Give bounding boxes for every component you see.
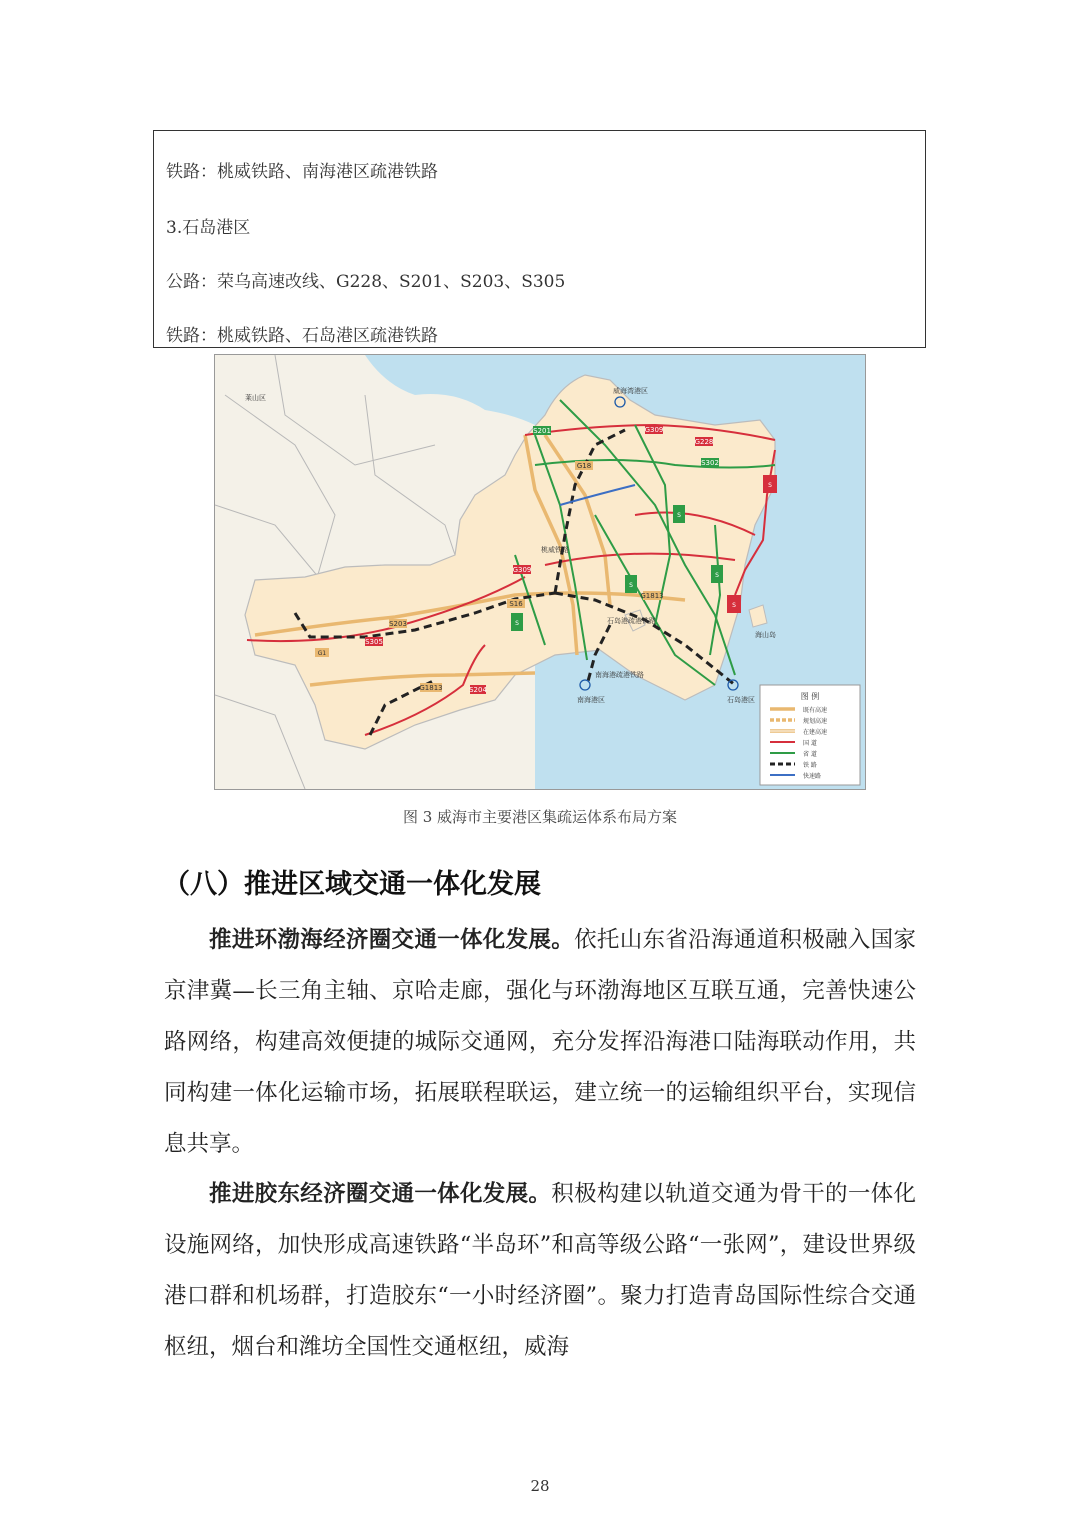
shidao-port-heading: 3.石岛港区 bbox=[166, 218, 251, 238]
svg-text:南海港区: 南海港区 bbox=[577, 696, 605, 704]
svg-text:铁 路: 铁 路 bbox=[803, 762, 817, 769]
svg-text:图 例: 图 例 bbox=[800, 692, 820, 701]
section-heading: （八）推进区域交通一体化发展 bbox=[163, 869, 541, 900]
port-map bbox=[214, 354, 866, 790]
svg-text:S302: S302 bbox=[701, 459, 719, 467]
svg-text:S204: S204 bbox=[469, 686, 487, 694]
svg-text:G18: G18 bbox=[576, 462, 592, 470]
svg-text:省 道: 省 道 bbox=[803, 751, 817, 758]
svg-text:S: S bbox=[732, 602, 736, 609]
paragraph-text: 积极构建以轨道交通为骨干的一体化设施网络，加快形成高速铁路“半岛环”和高等级公路“一张网”，建设世界级港口群和机场群，打造胶东“一小时经济圈”。聚力打造青岛国际性综合交通枢纽，烟台和潍坊全国性交通枢纽，威海 bbox=[164, 1181, 916, 1360]
svg-text:S16: S16 bbox=[509, 600, 523, 608]
svg-text:S201: S201 bbox=[533, 427, 551, 435]
svg-text:威海湾港区: 威海湾港区 bbox=[613, 387, 648, 395]
svg-text:S: S bbox=[629, 582, 633, 589]
paragraph-bohai bbox=[164, 915, 916, 1170]
svg-text:G1813: G1813 bbox=[640, 592, 664, 600]
svg-text:G1: G1 bbox=[317, 650, 327, 657]
svg-text:S: S bbox=[715, 572, 719, 579]
shidao-highway-line: 公路：荣乌高速改线、G228、S201、S203、S305 bbox=[166, 272, 566, 292]
svg-text:快速路: 快速路 bbox=[803, 773, 822, 780]
paragraph-jiaodong bbox=[164, 1169, 916, 1373]
svg-text:规划高速: 规划高速 bbox=[803, 718, 828, 725]
svg-text:桃威铁路: 桃威铁路 bbox=[541, 546, 569, 554]
svg-text:G1813: G1813 bbox=[419, 684, 443, 692]
paragraph-text: 依托山东省沿海通道积极融入国家京津冀—长三角主轴、京哈走廊，强化与环渤海地区互联互通，完善快速公路网络，构建高效便捷的城际交通网，充分发挥沿海港口陆海联动作用，共同构建一体化运输市场，拓展联程联运，建立统一的运输组织平台，实现信息共享。 bbox=[164, 927, 916, 1157]
shidao-railway-line: 铁路：桃威铁路、石岛港区疏港铁路 bbox=[166, 326, 438, 346]
svg-text:S203: S203 bbox=[389, 620, 407, 628]
port-info-box bbox=[153, 130, 926, 348]
figure-caption: 图 3 威海市主要港区集疏运体系布局方案 bbox=[402, 808, 678, 826]
svg-text:既有高速: 既有高速 bbox=[803, 707, 828, 714]
svg-text:国 道: 国 道 bbox=[803, 740, 817, 747]
svg-text:S: S bbox=[677, 512, 681, 519]
map-graphic bbox=[215, 355, 865, 789]
nanhai-railway-line: 铁路：桃威铁路、南海港区疏港铁路 bbox=[166, 162, 438, 182]
page-number: 28 bbox=[530, 1477, 550, 1495]
svg-text:G228: G228 bbox=[694, 438, 714, 446]
paragraph-lead: 推进环渤海经济圈交通一体化发展。 bbox=[209, 927, 575, 953]
svg-text:在建高速: 在建高速 bbox=[803, 729, 828, 736]
map-legend bbox=[760, 685, 860, 785]
svg-text:石岛港疏港铁路: 石岛港疏港铁路 bbox=[607, 617, 656, 625]
svg-text:S: S bbox=[768, 482, 772, 489]
svg-text:G309: G309 bbox=[512, 566, 532, 574]
svg-text:海山岛: 海山岛 bbox=[755, 631, 776, 639]
svg-text:S305: S305 bbox=[365, 638, 383, 646]
svg-text:石岛港区: 石岛港区 bbox=[727, 696, 755, 704]
svg-text:G309: G309 bbox=[644, 426, 664, 434]
paragraph-lead: 推进胶东经济圈交通一体化发展。 bbox=[209, 1181, 552, 1207]
svg-text:南海港疏港铁路: 南海港疏港铁路 bbox=[595, 671, 644, 679]
svg-text:莱山区: 莱山区 bbox=[245, 394, 266, 402]
svg-text:S: S bbox=[515, 620, 519, 627]
